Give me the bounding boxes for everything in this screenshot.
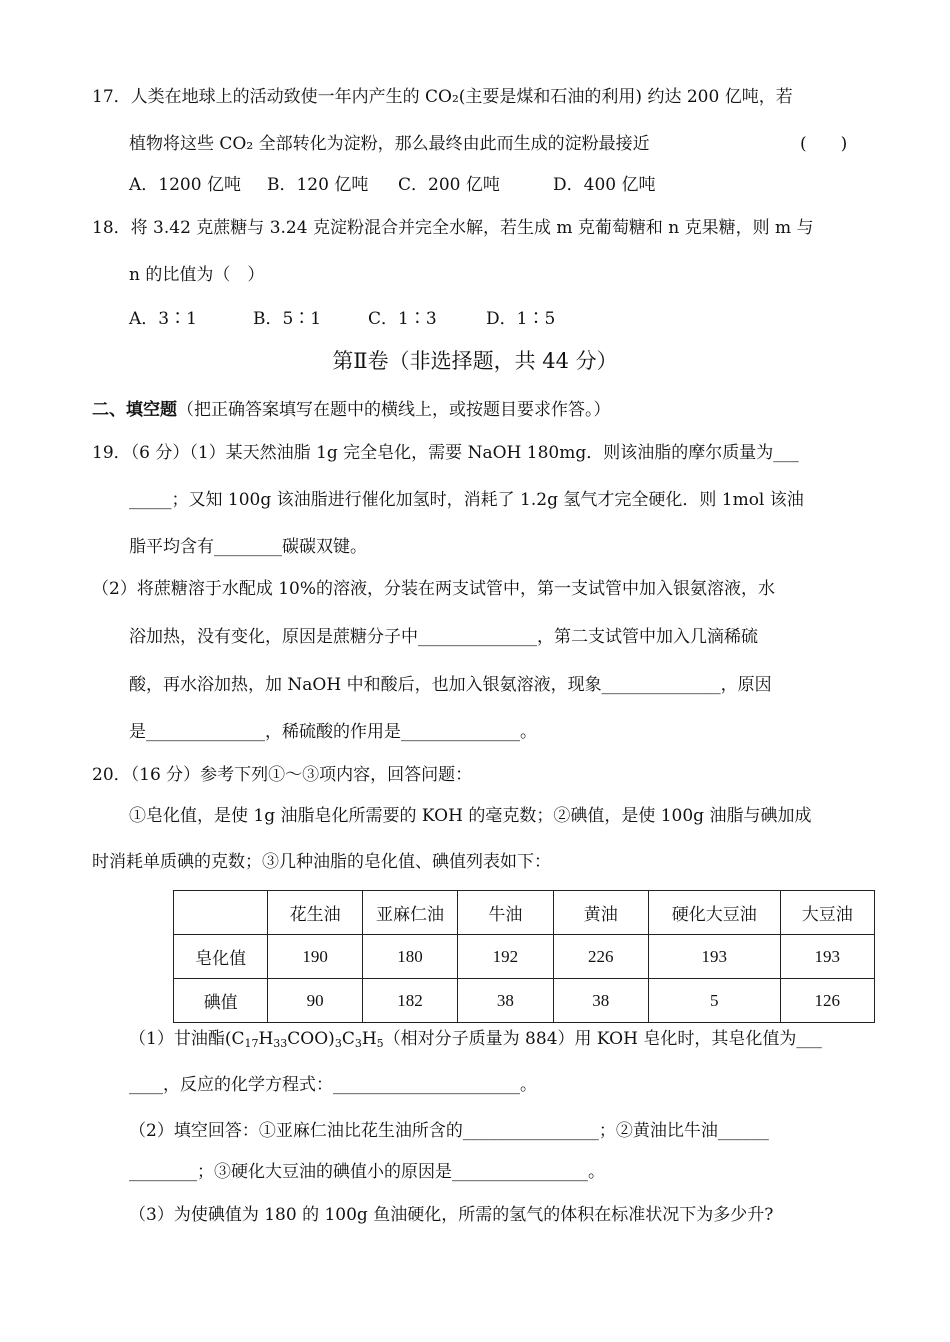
oil-values-table [173, 890, 875, 1023]
table-cell: 碘值 [174, 979, 268, 1023]
q19-line7: 是______________，稀硫酸的作用是______________。 [129, 722, 537, 742]
q20-part3-line1: （3）为使碘值为 180 的 100g 鱼油硬化，所需的氢气的体积在标准状况下为多少升? [129, 1205, 774, 1225]
q20-part2-line1: （2）填空回答：①亚麻仁油比花生油所含的________________；②黄油比牛油______ [129, 1121, 769, 1141]
table-cell: 126 [780, 979, 874, 1023]
q20-part1-line2: ____，反应的化学方程式：______________________。 [129, 1075, 537, 1095]
table-cell: 5 [649, 979, 781, 1023]
q18-option-a: A．3∶1 [129, 309, 197, 329]
q17-line2: 植物将这些 CO₂ 全部转化为淀粉，那么最终由此而生成的淀粉最接近 [129, 134, 650, 154]
table-cell: 193 [649, 935, 781, 979]
formula-subscript: 17 [244, 1037, 259, 1050]
q20-line3: 时消耗单质碘的克数；③几种油脂的皂化值、碘值列表如下： [92, 852, 551, 872]
formula-subscript: 3 [354, 1037, 362, 1050]
table-cell: 38 [553, 979, 648, 1023]
q20-part1-text: （相对分子质量为 884）用 KOH 皂化时，其皂化值为___ [383, 1029, 822, 1049]
q18-line2: n 的比值为（ ） [129, 265, 265, 285]
q19-line1: 19．（6 分）（1）某天然油脂 1g 完全皂化，需要 NaOH 180mg．则该油脂的摩尔质量为___ [92, 443, 799, 463]
table-header-cell: 大豆油 [780, 891, 874, 935]
table-header-row [174, 891, 875, 935]
q20-line1: 20．（16 分）参考下列①～③项内容，回答问题： [92, 765, 473, 785]
q17-answer-paren: ( ) [800, 134, 848, 154]
formula-subscript: 3 [334, 1037, 342, 1050]
q20-part1-line1 [129, 1027, 822, 1051]
section2-instruction: （把正确答案填写在题中的横线上，或按题目要求作答。） [177, 400, 611, 420]
formula-part: （1）甘油酯(C [129, 1029, 245, 1049]
formula-part: C [341, 1029, 355, 1049]
q19-line6: 酸，再水浴加热，加 NaOH 中和酸后，也加入银氨溶液，现象______________，原因 [129, 675, 772, 695]
formula-part: COO) [287, 1029, 335, 1049]
q18-line1: 18．将 3.42 克蔗糖与 3.24 克淀粉混合并完全水解，若生成 m 克葡萄糖和 n 克果糖，则 m 与 [92, 218, 814, 238]
table-row [174, 935, 875, 979]
q19-line3: 脂平均含有________碳碳双键。 [129, 537, 367, 557]
formula-part: H [361, 1029, 377, 1049]
q17-line1: 17．人类在地球上的活动致使一年内产生的 CO₂(主要是煤和石油的利用) 约达 200 亿吨，若 [92, 87, 793, 107]
q17-option-c: C．200 亿吨 [398, 175, 500, 195]
section2-heading: 二、填空题 [92, 400, 177, 420]
q20-part2-line2: ________；③硬化大豆油的碘值小的原因是________________。 [129, 1162, 605, 1182]
table-header-cell: 硬化大豆油 [649, 891, 781, 935]
q17-option-a: A．1200 亿吨 [129, 175, 241, 195]
q17-option-d: D．400 亿吨 [553, 175, 656, 195]
q18-option-c: C．1∶3 [368, 309, 437, 329]
table-cell: 90 [268, 979, 362, 1023]
q18-option-b: B．5∶1 [253, 309, 322, 329]
table-header-cell: 黄油 [553, 891, 648, 935]
table-cell: 226 [553, 935, 648, 979]
section-title: 第Ⅱ卷（非选择题，共 44 分） [332, 349, 618, 373]
table-cell: 193 [780, 935, 874, 979]
table-cell: 182 [362, 979, 457, 1023]
q19-line5: 浴加热，没有变化，原因是蔗糖分子中______________，第二支试管中加入几滴稀硫 [129, 627, 758, 647]
table-row [174, 979, 875, 1023]
table-cell: 180 [362, 935, 457, 979]
q19-line4: （2）将蔗糖溶于水配成 10%的溶液，分装在两支试管中，第一支试管中加入银氨溶液，水 [92, 579, 776, 599]
table-header-cell: 牛油 [458, 891, 553, 935]
formula-part: H [258, 1029, 274, 1049]
q19-line2: _____；又知 100g 该油脂进行催化加氢时，消耗了 1.2g 氢气才完全硬化．则 1mol 该油 [129, 490, 804, 510]
table-header-cell [174, 891, 268, 935]
formula-subscript: 33 [273, 1037, 288, 1050]
table-cell: 192 [458, 935, 553, 979]
table-header-cell: 花生油 [268, 891, 362, 935]
formula-subscript: 5 [376, 1037, 384, 1050]
q17-option-b: B．120 亿吨 [267, 175, 369, 195]
table-cell: 38 [458, 979, 553, 1023]
section2-heading-line [92, 398, 611, 422]
table-header-cell: 亚麻仁油 [362, 891, 457, 935]
q18-option-d: D．1∶5 [486, 309, 556, 329]
table-cell: 190 [268, 935, 362, 979]
table-cell: 皂化值 [174, 935, 268, 979]
q20-line2: ①皂化值，是使 1g 油脂皂化所需要的 KOH 的毫克数；②碘值，是使 100g 油脂与碘加成 [129, 806, 812, 826]
